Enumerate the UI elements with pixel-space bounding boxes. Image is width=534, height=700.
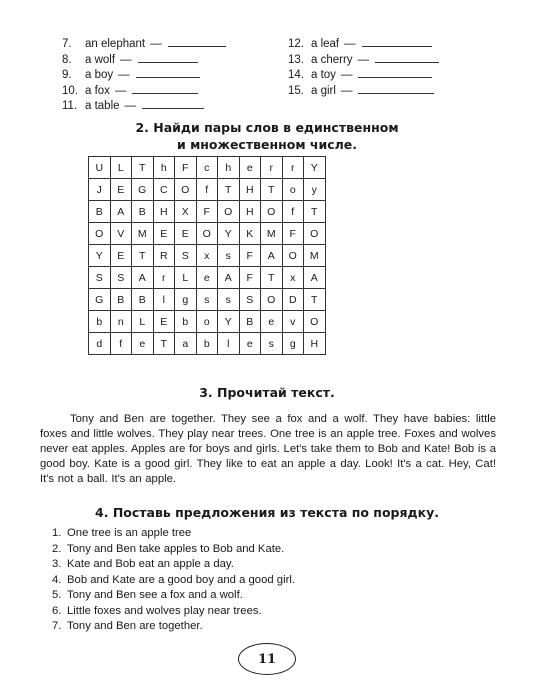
sentence-text: Tony and Ben see a fox and a wolf. (67, 589, 243, 601)
task2-title-line1: 2. Найди пары слов в единственном (135, 120, 399, 135)
grid-cell[interactable]: r (261, 157, 283, 179)
grid-cell[interactable]: s (261, 333, 283, 355)
item-number: 13. (288, 53, 304, 66)
grid-row (89, 245, 326, 267)
item-number: 12. (288, 38, 304, 50)
grid-cell[interactable]: O (196, 223, 218, 245)
grid-row (89, 223, 326, 245)
sentence-item (52, 573, 295, 589)
grid-cell[interactable]: e (132, 333, 154, 355)
grid-cell[interactable]: A (218, 267, 240, 289)
item-number: 9. (62, 69, 72, 82)
grid-cell[interactable]: e (261, 311, 283, 333)
item-word: a leaf (311, 38, 340, 50)
grid-cell[interactable]: H (239, 201, 261, 223)
answer-blank[interactable] (142, 99, 204, 109)
grid-cell[interactable]: v (282, 311, 304, 333)
grid-cell[interactable]: E (110, 245, 132, 267)
grid-cell[interactable]: A (132, 267, 154, 289)
grid-cell[interactable]: O (89, 223, 111, 245)
grid-cell[interactable]: A (261, 245, 283, 267)
grid-cell[interactable]: h (153, 157, 175, 179)
sentence-text: Tony and Ben take apples to Bob and Kate. (67, 542, 285, 555)
grid-cell[interactable]: s (218, 245, 240, 267)
grid-cell[interactable]: B (132, 289, 154, 311)
exercise-list-left (62, 37, 226, 115)
sentence-number: 4. (52, 573, 62, 586)
grid-cell[interactable]: g (282, 333, 304, 355)
sentence-item (52, 526, 295, 542)
grid-cell[interactable]: T (218, 179, 240, 201)
grid-cell[interactable]: g (175, 289, 197, 311)
grid-cell[interactable]: f (282, 201, 304, 223)
grid-cell[interactable]: B (89, 201, 111, 223)
grid-cell[interactable]: D (282, 289, 304, 311)
exercise-item (62, 99, 226, 115)
grid-cell[interactable]: A (304, 267, 326, 289)
exercise-item (288, 68, 439, 84)
exercise-item (62, 37, 226, 53)
grid-cell[interactable]: l (218, 333, 240, 355)
grid-cell[interactable]: T (132, 245, 154, 267)
grid-cell[interactable]: B (239, 311, 261, 333)
grid-cell[interactable]: X (175, 201, 197, 223)
sentence-number: 1. (52, 527, 62, 539)
grid-cell[interactable]: V (110, 223, 132, 245)
item-word: a toy (311, 69, 336, 82)
sentence-list (52, 526, 295, 635)
grid-cell[interactable]: r (153, 267, 175, 289)
grid-row (89, 201, 326, 223)
grid-cell[interactable]: T (304, 289, 326, 311)
exercise-item (288, 84, 439, 100)
exercise-item (62, 68, 226, 84)
grid-cell[interactable]: T (261, 179, 283, 201)
answer-blank[interactable] (132, 84, 198, 94)
grid-cell[interactable]: M (132, 223, 154, 245)
exercise-item (62, 84, 226, 100)
exercise-item (288, 37, 439, 53)
grid-row (89, 157, 326, 179)
sentence-item (52, 588, 295, 604)
grid-cell[interactable]: H (304, 333, 326, 355)
grid-cell[interactable]: M (304, 245, 326, 267)
answer-blank[interactable] (358, 84, 434, 94)
grid-cell[interactable]: s (218, 289, 240, 311)
task4-heading: 4. Поставь предложения из текста по порядку. (95, 505, 439, 520)
grid-cell[interactable]: x (196, 245, 218, 267)
grid-cell[interactable]: S (239, 289, 261, 311)
grid-cell[interactable]: F (175, 157, 197, 179)
sentence-text: One tree is an apple tree (67, 527, 192, 539)
grid-cell[interactable]: f (110, 333, 132, 355)
grid-cell[interactable]: b (175, 311, 197, 333)
item-dash: — (114, 84, 127, 97)
grid-cell[interactable]: o (282, 179, 304, 201)
item-number: 11. (62, 100, 78, 113)
grid-cell[interactable]: T (153, 333, 175, 355)
grid-row (89, 333, 326, 355)
grid-cell[interactable]: G (89, 289, 111, 311)
grid-cell[interactable]: O (261, 289, 283, 311)
grid-cell[interactable]: U (89, 157, 111, 179)
grid-cell[interactable]: E (110, 179, 132, 201)
answer-blank[interactable] (358, 68, 432, 78)
grid-cell[interactable]: O (282, 245, 304, 267)
grid-cell[interactable]: J (89, 179, 111, 201)
grid-cell[interactable]: x (282, 267, 304, 289)
grid-cell[interactable]: R (153, 245, 175, 267)
grid-cell[interactable]: T (261, 267, 283, 289)
grid-cell[interactable]: b (89, 311, 111, 333)
grid-cell[interactable]: H (239, 179, 261, 201)
answer-blank[interactable] (168, 37, 226, 47)
item-dash: — (340, 84, 353, 97)
grid-cell[interactable]: T (132, 157, 154, 179)
grid-cell[interactable]: c (196, 157, 218, 179)
item-number: 14. (288, 69, 304, 82)
sentence-text: Bob and Kate are a good boy and a good girl. (67, 573, 295, 586)
task3-heading: 3. Прочитай текст. (199, 385, 335, 400)
grid-cell[interactable]: d (89, 333, 111, 355)
grid-cell[interactable]: e (196, 267, 218, 289)
task2-heading (0, 119, 534, 153)
grid-cell[interactable]: A (110, 201, 132, 223)
grid-cell[interactable]: E (153, 311, 175, 333)
grid-cell[interactable]: F (196, 201, 218, 223)
item-dash: — (124, 100, 137, 113)
item-dash: — (120, 53, 132, 66)
grid-row (89, 179, 326, 201)
item-word: a table (85, 100, 120, 113)
sentence-number: 2. (52, 542, 62, 555)
sentence-item (52, 604, 295, 620)
word-search-grid (88, 156, 326, 355)
grid-cell[interactable]: L (110, 157, 132, 179)
sentence-number: 5. (52, 589, 62, 601)
grid-cell[interactable]: G (132, 179, 154, 201)
grid-cell[interactable]: r (282, 157, 304, 179)
item-dash: — (118, 69, 130, 82)
grid-cell[interactable]: S (110, 267, 132, 289)
grid-cell[interactable]: E (175, 223, 197, 245)
grid-cell[interactable]: b (196, 333, 218, 355)
item-number: 7. (62, 38, 72, 50)
grid-row (89, 267, 326, 289)
sentence-number: 3. (52, 558, 62, 570)
item-number: 15. (288, 84, 304, 97)
item-word: a girl (311, 84, 336, 97)
sentence-item (52, 619, 295, 635)
grid-cell[interactable]: y (304, 179, 326, 201)
grid-cell[interactable]: e (239, 333, 261, 355)
grid-cell[interactable]: O (304, 223, 326, 245)
grid-cell[interactable]: S (175, 245, 197, 267)
exercise-item (288, 53, 439, 69)
grid-row (89, 289, 326, 311)
exercise-item (62, 53, 226, 69)
sentence-text: Little foxes and wolves play near trees. (67, 604, 262, 617)
grid-cell[interactable]: h (218, 157, 240, 179)
grid-cell[interactable]: C (153, 179, 175, 201)
grid-cell[interactable]: f (196, 179, 218, 201)
grid-cell[interactable]: O (304, 311, 326, 333)
page-number: 11 (238, 643, 296, 675)
sentence-number: 7. (52, 620, 62, 632)
grid-cell[interactable]: l (153, 289, 175, 311)
grid-cell[interactable]: O (175, 179, 197, 201)
item-number: 10. (62, 84, 78, 97)
item-dash: — (344, 38, 356, 50)
answer-blank[interactable] (138, 53, 198, 63)
item-word: an elephant (85, 38, 146, 50)
item-dash: — (357, 53, 370, 66)
grid-cell[interactable]: H (153, 201, 175, 223)
grid-cell[interactable]: O (218, 201, 240, 223)
grid-cell[interactable]: Y (218, 223, 240, 245)
grid-cell[interactable]: Y (89, 245, 111, 267)
item-dash: — (150, 38, 162, 50)
item-word: a fox (85, 84, 110, 97)
grid-cell[interactable]: M (261, 223, 283, 245)
grid-cell[interactable]: s (196, 289, 218, 311)
sentence-text: Kate and Bob eat an apple a day. (67, 558, 234, 570)
grid-cell[interactable]: F (239, 267, 261, 289)
grid-cell[interactable]: L (175, 267, 197, 289)
grid-cell[interactable]: Y (304, 157, 326, 179)
grid-cell[interactable]: a (175, 333, 197, 355)
sentence-item (52, 557, 295, 573)
item-word: a boy (85, 69, 114, 82)
sentence-number: 6. (52, 604, 62, 617)
grid-cell[interactable]: Y (218, 311, 240, 333)
item-word: a wolf (85, 53, 116, 66)
grid-cell[interactable]: B (132, 201, 154, 223)
grid-cell[interactable]: K (239, 223, 261, 245)
grid-cell[interactable]: n (110, 311, 132, 333)
grid-row (89, 311, 326, 333)
grid-cell[interactable]: T (304, 201, 326, 223)
answer-blank[interactable] (136, 68, 200, 78)
sentence-text: Tony and Ben are together. (67, 620, 203, 632)
grid-cell[interactable]: L (132, 311, 154, 333)
grid-cell[interactable]: B (110, 289, 132, 311)
exercise-list-right (288, 37, 439, 99)
grid-cell[interactable]: E (153, 223, 175, 245)
item-word: a cherry (311, 53, 353, 66)
grid-cell[interactable]: O (261, 201, 283, 223)
answer-blank[interactable] (375, 53, 439, 63)
item-number: 8. (62, 53, 72, 66)
task2-title-line2: и множественном числе. (176, 137, 358, 152)
grid-cell[interactable]: S (89, 267, 111, 289)
grid-cell[interactable]: e (239, 157, 261, 179)
reading-text: Tony and Ben are together. They see a fox and a wolf. They have babies: little foxes and little wolves. They play near trees. One tree is an apple tree. Foxes and wolves never eat apples. Apples are for boys and girls. Let's take them to Bob and Kate! Bob is a good boy. Kate is a good girl. They like to eat an apple a day. Look! It's a cat. Hey, Cat! It's not a ball. It's an apple. (40, 413, 496, 485)
item-dash: — (340, 69, 353, 82)
answer-blank[interactable] (362, 37, 432, 47)
grid-cell[interactable]: o (196, 311, 218, 333)
grid-cell[interactable]: F (239, 245, 261, 267)
grid-cell[interactable]: F (282, 223, 304, 245)
sentence-item (52, 542, 295, 558)
